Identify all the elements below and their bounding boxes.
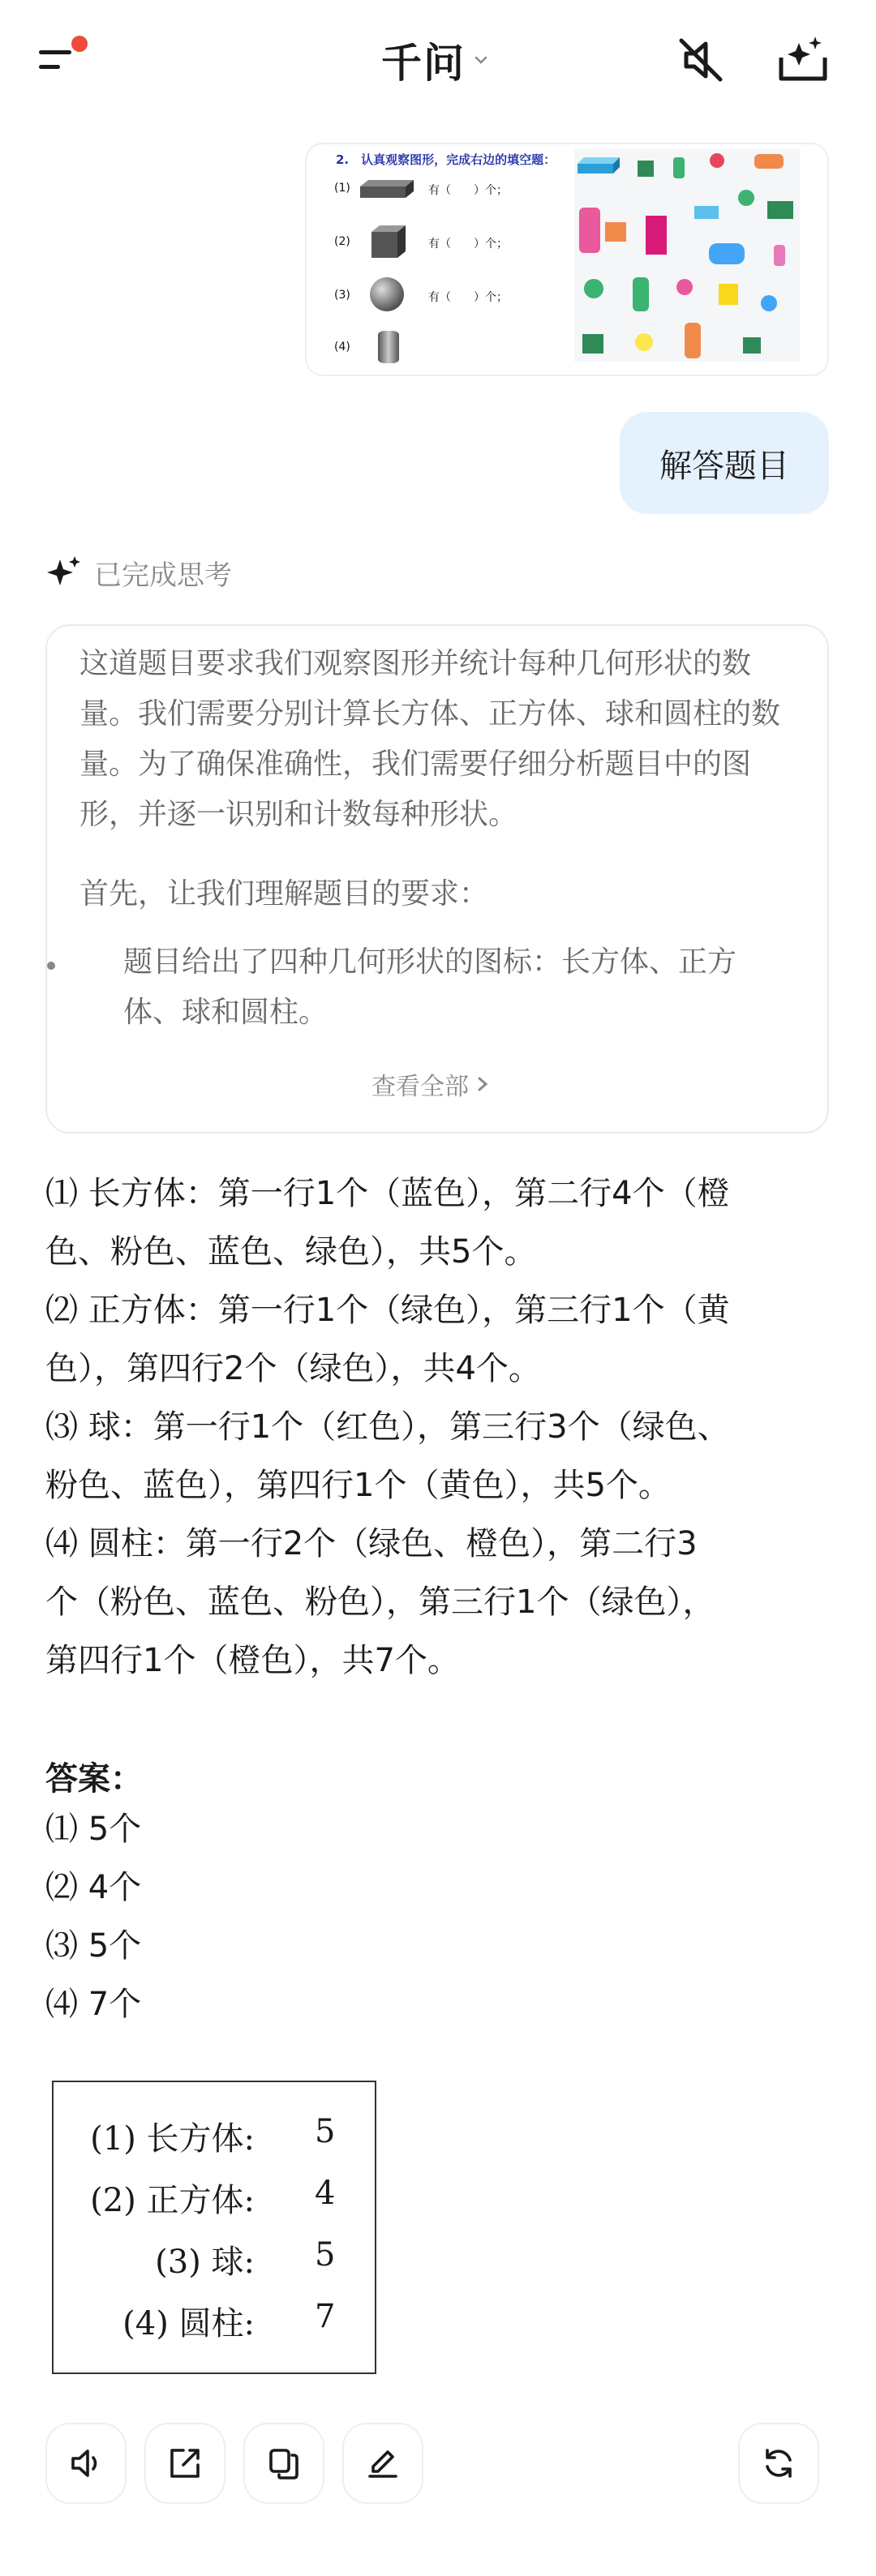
blank-text: 有（ ）个； [428, 291, 508, 304]
worksheet-row-4 [334, 341, 350, 354]
row-number: (2) [334, 235, 350, 248]
edit-icon [363, 2444, 402, 2483]
answer-line: ⑷ 圆柱：第一行2个（绿色、橙色），第二行3 [45, 1525, 698, 1562]
speaker-muted-icon [675, 34, 727, 86]
math-label: (2) 正方体: [90, 2182, 255, 2219]
read-aloud-button[interactable] [45, 2423, 127, 2504]
math-value: 5 [315, 2113, 336, 2150]
thinking-status-label: 已完成思考 [94, 559, 232, 592]
answer-line: ⑶ 球：第一行1个（红色），第三行3个（绿色、 [45, 1408, 730, 1446]
new-chat-sparkle-icon [775, 32, 831, 88]
worksheet-heading: 2. 认真观察图形，完成右边的填空题： [336, 152, 556, 167]
answer-result: ⑷ 7个 [45, 1986, 142, 2023]
menu-button[interactable] [34, 34, 92, 86]
answer-line: 第四行1个（橙色），共7个。 [45, 1642, 460, 1679]
math-value: 7 [315, 2298, 336, 2335]
math-label: (1) 长方体: [90, 2120, 255, 2158]
answer-line: ⑴ 长方体：第一行1个（蓝色），第二行4个（橙 [45, 1175, 730, 1212]
share-button[interactable] [144, 2423, 225, 2504]
app-title: 千问 [381, 40, 466, 87]
answer-line: ⑵ 正方体：第一行1个（绿色），第三行1个（黄 [45, 1292, 730, 1329]
row-number: (1) [334, 182, 350, 195]
cuboid-shape-icon [357, 177, 417, 201]
copy-icon [264, 2444, 303, 2483]
speaker-icon [67, 2444, 105, 2483]
row-number: (3) [334, 289, 350, 302]
chevron-down-icon [474, 53, 488, 67]
thinking-status[interactable] [45, 548, 232, 597]
mute-button[interactable] [668, 28, 733, 92]
math-label: (4) 圆柱: [122, 2305, 255, 2342]
thinking-bullet-text: 题目给出了四种几何形状的图标：长方体、正方体、球和圆柱。 [123, 945, 737, 1029]
top-bar [0, 0, 876, 122]
math-summary-box [52, 2081, 376, 2374]
answer-heading: 答案： [45, 1760, 143, 1798]
answer-result: ⑴ 5个 [45, 1811, 142, 1848]
blank-text: 有（ ）个； [428, 238, 508, 251]
user-message-bubble[interactable] [620, 412, 829, 514]
notification-badge [71, 36, 88, 52]
sparkle-icon [45, 555, 81, 590]
new-chat-button[interactable] [771, 28, 835, 92]
answer-result: ⑶ 5个 [45, 1927, 142, 1965]
answer-line: 粉色、蓝色），第四行1个（黄色），共5个。 [45, 1467, 671, 1504]
view-all-link[interactable] [371, 1064, 490, 1104]
user-message-text: 解答题目 [659, 447, 789, 485]
copy-button[interactable] [243, 2423, 324, 2504]
regenerate-icon [759, 2444, 798, 2483]
menu-icon-bar [39, 65, 60, 69]
menu-icon [39, 50, 71, 54]
row-number: (4) [334, 341, 350, 354]
answer-result: ⑵ 4个 [45, 1869, 142, 1906]
thinking-panel [45, 624, 829, 1134]
worksheet-row-2 [334, 235, 350, 248]
thinking-paragraph-2: 首先，让我们理解题目的要求： [79, 877, 489, 911]
shapes-illustration [574, 149, 800, 362]
share-icon [165, 2444, 204, 2483]
cube-shape-icon [368, 222, 409, 261]
answer-line: 色、粉色、蓝色、绿色），共5个。 [45, 1233, 537, 1271]
answer-line: 个（粉色、蓝色、粉色），第三行1个（绿色）， [45, 1584, 715, 1621]
math-label: (3) 球: [155, 2244, 255, 2281]
worksheet-row-1 [334, 182, 350, 195]
math-value: 4 [315, 2175, 336, 2212]
view-all-label: 查看全部 [371, 1073, 469, 1101]
chevron-right-icon [475, 1075, 490, 1093]
uploaded-image[interactable] [305, 143, 829, 376]
blank-text: 有（ ）个； [428, 184, 508, 197]
edit-button[interactable] [342, 2423, 423, 2504]
math-value: 5 [315, 2236, 336, 2274]
bullet-dot [47, 962, 55, 970]
sphere-shape-icon [370, 277, 404, 311]
thinking-paragraph-1: 这道题目要求我们观察图形并统计每种几何形状的数量。我们需要分别计算长方体、正方体、球和圆柱的数量。为了确保准确性，我们需要仔细分析题目中的图形，并逐一识别和计数每种形状。 [79, 647, 781, 831]
worksheet-row-3 [334, 289, 350, 302]
regenerate-button[interactable] [738, 2423, 819, 2504]
answer-line: 色），第四行2个（绿色），共4个。 [45, 1350, 541, 1387]
model-selector[interactable] [381, 28, 488, 92]
cylinder-shape-icon [378, 331, 399, 363]
